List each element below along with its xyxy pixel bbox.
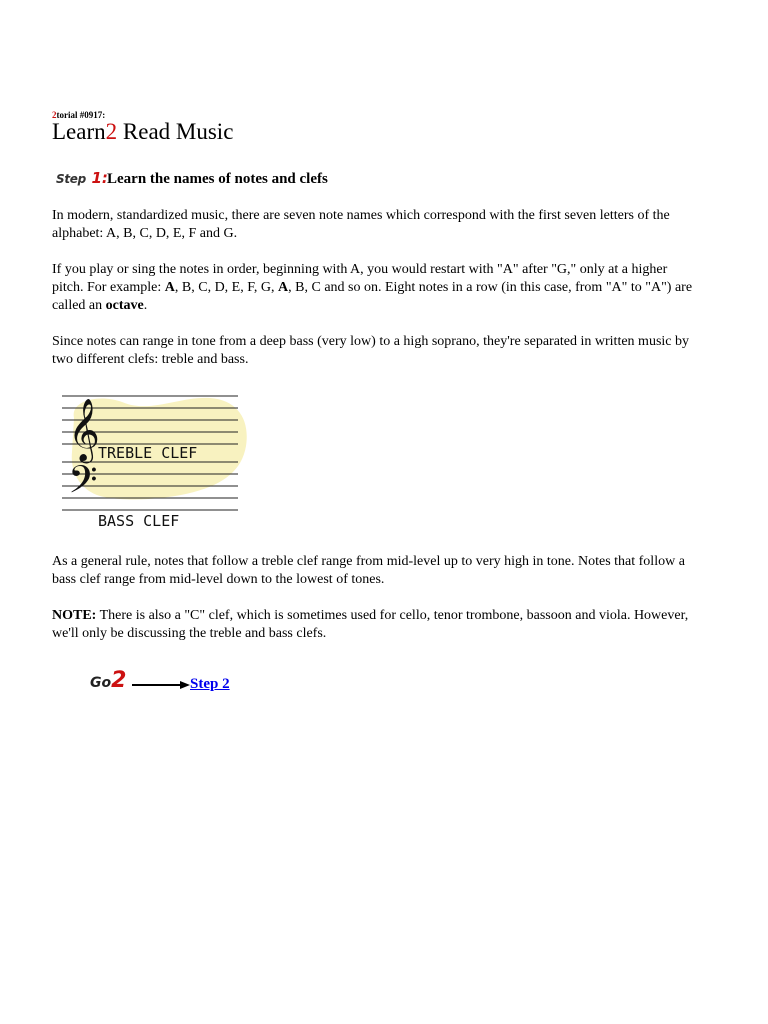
tutorial-prefix: 2 [52, 110, 57, 120]
step-2-link[interactable]: Step 2 [190, 676, 230, 692]
arrow-right-icon [132, 680, 190, 690]
title-part-2: Read Music [117, 119, 234, 144]
p2-text-e: . [143, 298, 148, 313]
paragraph-note-names: In modern, standardized music, there are seven note names which correspond with the first seven letters of the alphabet: A, B, C, D, E, F and G. [52, 208, 670, 241]
next-step-nav [90, 668, 390, 698]
p2-text-c: , B, C, D, E, F, G, [174, 280, 279, 295]
paragraph-octave [52, 261, 702, 315]
paragraph-clefs-intro: Since notes can range in tone from a deep bass (very low) to a high soprano, they're separated in written music by two different clefs: treble and bass. [52, 334, 689, 367]
go2-graphic [90, 668, 126, 693]
tutorial-number-text: torial #0917: [56, 110, 106, 120]
p2-text-d: , B, C and so on. Eight notes in a row (in this case, from "A" to "A") are called an [52, 280, 693, 313]
treble-clef-label: TREBLE CLEF [98, 444, 198, 462]
step-heading: Learn the names of notes and clefs [107, 171, 328, 187]
bass-clef-label: BASS CLEF [98, 512, 180, 530]
go-word: Go [90, 675, 112, 691]
title-part-1: Learn [52, 119, 106, 144]
paragraph-c-clef-note [52, 607, 702, 643]
step-header [56, 167, 656, 193]
page-title [52, 119, 233, 145]
paragraph-clef-ranges: As a general rule, notes that follow a treble clef range from mid-level up to very high in tone. Notes that follow a bass clef range from mid-level down to the lowest of tones. [52, 554, 685, 587]
clef-illustration [60, 390, 260, 540]
p2-bold-octave: octave [105, 298, 144, 313]
note-label: NOTE: [52, 608, 97, 623]
step-badge-word: Step [56, 172, 86, 186]
p2-text-a: If you play or sing the notes in order, beginning with A, you would restart with "A" after "G," only at a higher pitch. For example: [52, 262, 668, 295]
step-badge-graphic [56, 168, 108, 187]
p2-bold-a-2: A [278, 280, 289, 295]
title-number: 2 [105, 119, 118, 144]
treble-clef-icon: 𝄞 [68, 398, 100, 461]
step-badge-number: 1: [91, 169, 108, 187]
go-number: 2 [111, 668, 127, 693]
note-text: There is also a "C" clef, which is sometimes used for cello, tenor trombone, bassoon and viola. However, we'll only be discussing the treble and bass clefs. [52, 608, 689, 641]
p2-bold-a-1: A [164, 280, 175, 295]
clef-illustration-svg [60, 390, 260, 540]
bass-clef-icon: 𝄢 [68, 457, 98, 511]
